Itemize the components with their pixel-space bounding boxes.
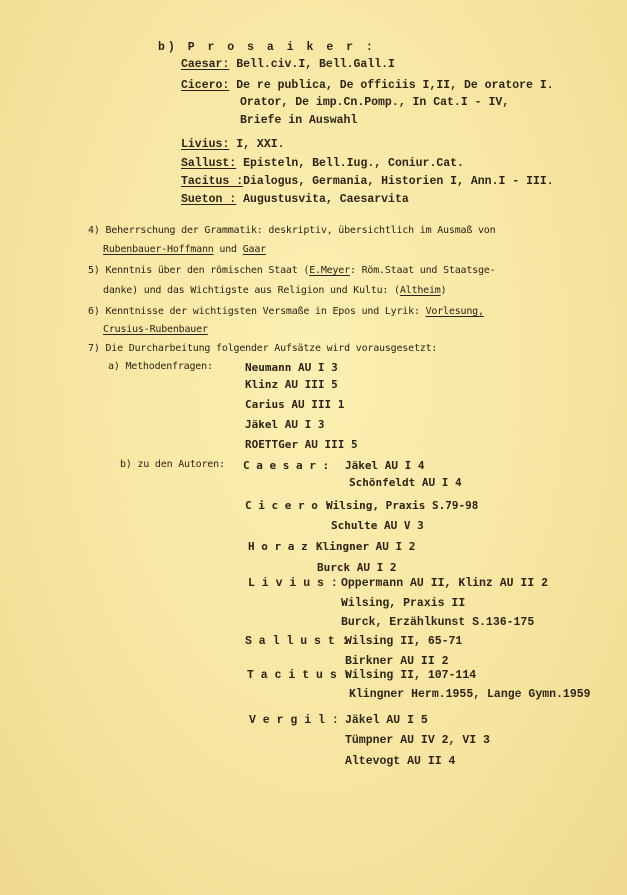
horaz-ref-1: Klingner AU I 2: [316, 540, 416, 553]
author-cicero: Cicero:: [181, 79, 230, 92]
methoden-ref-1: Neumann AU I 3: [245, 361, 338, 374]
item-5-line2: danke) und das Wichtigste aus Religion und Kultu: (Altheim): [103, 285, 447, 296]
item-4-line1: 4) Beherrschung der Grammatik: deskriptiv, übersichtlich im Ausmaß von: [88, 225, 496, 236]
author-sallust: Sallust:: [181, 157, 237, 170]
autor-caesar: C a e s a r :: [243, 459, 330, 472]
autor-tacitus: T a c i t u s :: [247, 669, 351, 682]
livius-ref-1: Oppermann AU II, Klinz AU II 2: [341, 577, 549, 590]
methoden-label: a) Methodenfragen:: [108, 361, 213, 372]
prosaiker-cicero: Cicero: De re publica, De officiis I,II, De oratore I.: [181, 79, 554, 92]
item-7-intro: 7) Die Durcharbeitung folgender Aufsätze wird vorausgesetzt:: [88, 343, 438, 354]
cicero-ref-2: Schulte AU V 3: [331, 519, 424, 532]
author-caesar: Caesar:: [181, 58, 230, 71]
author-sueton: Sueton :: [181, 193, 237, 206]
item-6-line2: Crusius-Rubenbauer: [103, 324, 208, 335]
vergil-ref-1: Jäkel AU I 5: [345, 714, 428, 727]
methoden-ref-2: Klinz AU III 5: [245, 378, 338, 391]
sallust-ref-1: Wilsing II, 65-71: [345, 635, 463, 648]
caesar-ref-1: Jäkel AU I 4: [345, 459, 425, 472]
item-6-line1: 6) Kenntnisse der wichtigsten Versmaße in Epos und Lyrik: Vorlesung,: [88, 306, 484, 317]
caesar-ref-2: Schönfeldt AU I 4: [349, 476, 462, 489]
sallust-ref-2: Birkner AU II 2: [345, 655, 449, 668]
prosaiker-heading: b) P r o s a i k e r :: [158, 41, 376, 54]
autoren-label: b) zu den Autoren:: [120, 459, 225, 470]
methoden-ref-4: Jäkel AU I 3: [245, 418, 325, 431]
prosaiker-sueton: Sueton : Augustusvita, Caesarvita: [181, 193, 409, 206]
autor-sallust: S a l l u s t :: [245, 635, 349, 648]
autor-vergil: V e r g i l :: [249, 714, 339, 727]
livius-ref-3: Burck, Erzählkunst S.136-175: [341, 616, 535, 629]
item-5-line1: 5) Kenntnis über den römischen Staat (E.Meyer: Röm.Staat und Staatsge-: [88, 265, 496, 276]
prosaiker-cicero-line2: Orator, De imp.Cn.Pomp., In Cat.I - IV,: [240, 96, 510, 109]
item-4-line2: Rubenbauer-Hoffmann und Gaar: [103, 244, 266, 255]
methoden-ref-5: ROETTGer AU III 5: [245, 438, 358, 451]
vergil-ref-2: Tümpner AU IV 2, VI 3: [345, 734, 490, 747]
author-tacitus: Tacitus :: [181, 175, 244, 188]
autor-cicero: C i c e r o :: [245, 499, 332, 512]
cicero-ref-1: Wilsing, Praxis S.79-98: [326, 499, 479, 512]
tacitus-ref-2: Klingner Herm.1955, Lange Gymn.1959: [349, 688, 591, 701]
livius-ref-2: Wilsing, Praxis II: [341, 597, 466, 610]
author-livius: Livius:: [181, 138, 230, 151]
methoden-ref-3: Carius AU III 1: [245, 398, 345, 411]
prosaiker-tacitus: Tacitus :Dialogus, Germania, Historien I, Ann.I - III.: [181, 175, 554, 188]
tacitus-ref-1: Wilsing II, 107-114: [345, 669, 477, 682]
vergil-ref-3: Altevogt AU II 4: [345, 755, 456, 768]
prosaiker-livius: Livius: I, XXI.: [181, 138, 285, 151]
horaz-ref-2: Burck AU I 2: [317, 561, 397, 574]
prosaiker-sallust: Sallust: Episteln, Bell.Iug., Coniur.Cat.: [181, 157, 464, 170]
prosaiker-cicero-line3: Briefe in Auswahl: [240, 114, 358, 127]
autor-horaz: H o r a z :: [248, 540, 321, 553]
autor-livius: L i v i u s :: [248, 577, 338, 590]
prosaiker-caesar: Caesar: Bell.civ.I, Bell.Gall.I: [181, 58, 395, 71]
